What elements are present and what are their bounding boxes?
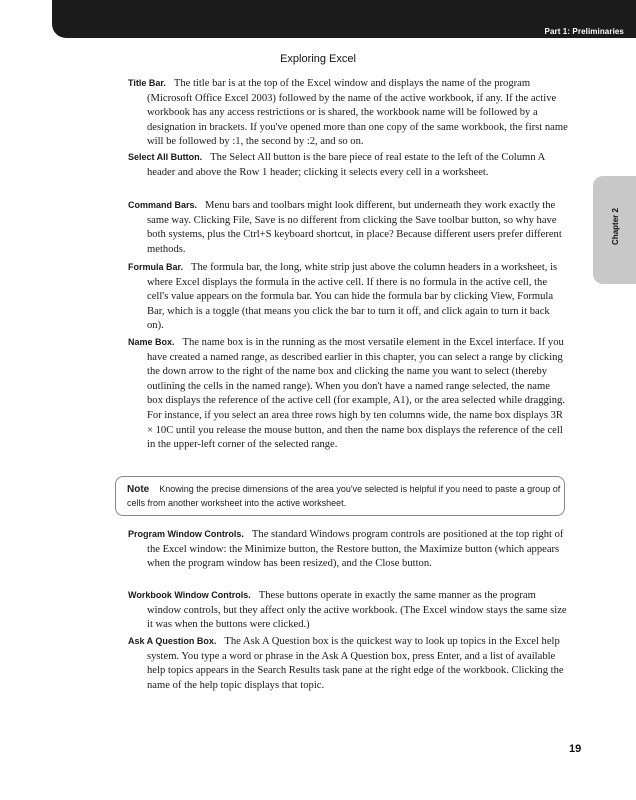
entry-term: Ask A Question Box. (128, 636, 217, 646)
entry-command-bars (128, 198, 568, 257)
section-title: Exploring Excel (280, 53, 356, 65)
note (127, 483, 567, 510)
entry-select-all-button (128, 150, 568, 180)
entry-text: These buttons operate in exactly the same manner as the program window controls, but they affect only the active workbook. (The Excel window stays the same size it was when the buttons were clicked.) (147, 590, 567, 631)
entry-formula-bar (128, 260, 568, 334)
entry-term: Title Bar. (128, 78, 166, 88)
chapter-tab-label: Chapter 2 (610, 208, 620, 245)
entry-text: The formula bar, the long, white strip just above the column headers in a worksheet, is where Excel displays the formula in the active cell. If there is no formula in the active cell, the cell's value appears on the formula bar. You can hide the formula bar by clicking View, Formula Bar, which is a toggle (that means you click the bar to turn it off, and click again to turn it back on). (147, 262, 558, 332)
running-head: Part 1: Preliminaries (544, 27, 624, 36)
entry-name-box (128, 335, 568, 453)
entry-term: Workbook Window Controls. (128, 590, 251, 600)
entry-term: Select All Button. (128, 152, 203, 162)
note-label: Note (127, 484, 150, 495)
entry-workbook-window-controls (128, 588, 568, 633)
page-number: 19 (569, 743, 582, 755)
note-body: Knowing the precise dimensions of the area you've selected is helpful if you need to paste a group of cells from another worksheet into the active worksheet. (127, 484, 561, 508)
entry-text: The standard Windows program controls are positioned at the top right of the Excel window: the Minimize button, the Restore button, the Maximize button (which appears when the program window has been resized), and the Close button. (147, 529, 564, 570)
entry-text: The Ask A Question box is the quickest way to look up topics in the Excel help system. You type a word or phrase in the Ask A Question box, press Enter, and a list of available help topics appears in the Search Results task pane at the right edge of the workbook. Clicking the name of the help topic displays that topic. (147, 636, 564, 691)
entry-term: Name Box. (128, 337, 175, 347)
entry-term: Formula Bar. (128, 262, 184, 272)
chapter-tab (593, 176, 636, 284)
entry-term: Command Bars. (128, 200, 198, 210)
entry-term: Program Window Controls. (128, 529, 244, 539)
entry-text: The Select All button is the bare piece of real estate to the left of the Column A header and above the Row 1 header; clicking it selects every cell in a worksheet. (147, 152, 545, 178)
entry-text: The name box is in the running as the most versatile element in the Excel interface. If you have created a named range, as described earlier in this chapter, you can select a range by clicking the down arrow to the right of the name box and clicking the name you want to select (thereby outlining the cells in the named range). When you don't have a named range selected, the name box displays the reference of the active cell (for example, A1), or the area selected while dragging. For instance, if you select an area three rows high by ten columns wide, the name box displays 3R × 10C until you release the mouse button, and then the name box displays the reference of the cell in the upper-left corner of the selected range. (147, 337, 565, 451)
entry-ask-a-question-box (128, 634, 568, 693)
entry-program-window-controls (128, 527, 568, 572)
header-bar (52, 0, 636, 38)
entry-title-bar (128, 76, 568, 150)
entry-text: Menu bars and toolbars might look different, but underneath they work exactly the same way. Clicking File, Save is no different from clicking the Save toolbar button, so why have both systems, plus the Ctrl+S keyboard shortcut, in place? Because different users prefer different methods. (147, 200, 562, 255)
entry-text: The title bar is at the top of the Excel window and displays the name of the program (Microsoft Office Excel 2003) followed by the name of the active workbook, if any. If the active workbook has any access restrictions or is shared, the workbook name will be followed by a designation in brackets. If you've opened more than one copy of the same workbook, the first name will be followed by :1, the second by :2, and so on. (147, 78, 568, 148)
